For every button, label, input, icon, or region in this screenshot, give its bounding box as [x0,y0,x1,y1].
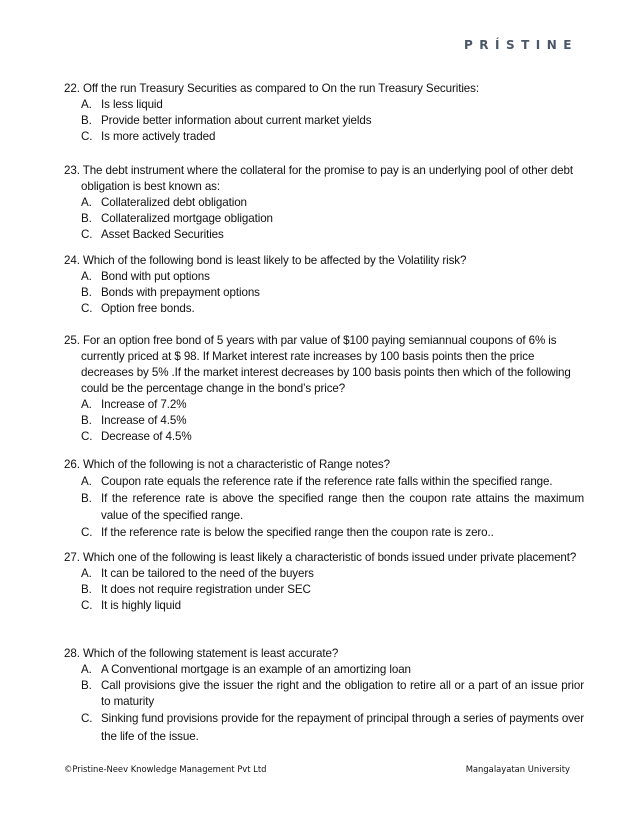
option-letter: A. [81,567,92,580]
option-c [81,227,584,243]
option-letter: A. [81,475,92,488]
option-a [81,397,584,413]
option-b [81,582,584,598]
option-letter: B. [81,286,92,299]
option-text: Is less liquid [101,98,163,111]
option-a [81,662,584,678]
question-stem: 22. Off the run Treasury Securities as compared to On the run Treasury Securities: [64,82,479,95]
option-b [81,211,584,227]
question-stem: 25. For an option free bond of 5 years with par value of $100 paying semiannual coupons of 6% is currently priced at $ 98. If Market interest rate increases by 100 basis points then the price decreases by 5% .If the market interest decreases by 100 basis points then which of the following could be the percentage change in the bond’s price? [64,334,571,395]
option-c [81,429,584,445]
question-27 [64,550,584,614]
option-letter: A. [81,398,92,411]
question-stem: 26. Which of the following is not a characteristic of Range notes? [64,458,390,471]
option-letter: B. [81,414,92,427]
option-b [81,678,584,710]
option-a [81,97,584,113]
question-stem: 28. Which of the following statement is least accurate? [64,647,339,660]
question-23 [64,163,584,243]
pristine-logo: PRÍSTINE [463,38,578,52]
option-text: Bond with put options [101,270,210,283]
option-b [81,285,584,301]
option-letter: A. [81,270,92,283]
option-letter: B. [81,492,92,505]
option-text: Asset Backed Securities [101,228,224,241]
option-c [81,598,584,614]
option-text: Is more actively traded [101,130,216,143]
option-text: If the reference rate is below the specified range then the coupon rate is zero.. [101,526,494,539]
option-text: If the reference rate is above the specified range then the coupon rate attains the maximum value of the specified range. [101,492,584,522]
option-letter: C. [81,599,93,612]
option-text: Increase of 4.5% [101,414,187,427]
question-22 [64,81,584,145]
option-text: Collateralized debt obligation [101,196,247,209]
option-c [81,710,584,746]
option-letter: C. [81,302,93,315]
option-a [81,566,584,582]
option-c [81,129,584,145]
option-b [81,113,584,129]
option-text: It is highly liquid [101,599,181,612]
question-26 [64,456,584,541]
option-b [81,413,584,429]
page-footer [64,764,570,774]
option-a [81,473,584,490]
question-stem: 23. The debt instrument where the collateral for the promise to pay is an underlying pool of other debt obligation is best known as: [64,164,573,193]
option-a [81,195,584,211]
option-text: Decrease of 4.5% [101,430,192,443]
question-28 [64,646,584,746]
option-letter: B. [81,114,92,127]
option-text: It can be tailored to the need of the buyers [101,567,314,580]
option-a [81,269,584,285]
option-text: Bonds with prepayment options [101,286,260,299]
option-letter: A. [81,196,92,209]
option-text: It does not require registration under SEC [101,583,311,596]
option-letter: C. [81,712,93,725]
option-text: Sinking fund provisions provide for the repayment of principal through a series of payments over the life of the issue. [101,712,584,743]
question-24 [64,253,584,317]
question-25 [64,333,584,445]
option-letter: A. [81,663,92,676]
option-text: Collateralized mortgage obligation [101,212,273,225]
option-c [81,524,584,541]
option-text: Provide better information about current market yields [101,114,372,127]
option-letter: C. [81,430,93,443]
option-letter: B. [81,679,92,692]
option-b [81,490,584,524]
option-letter: B. [81,212,92,225]
footer-university: Mangalayatan University [465,764,570,774]
option-text: Call provisions give the issuer the right and the obligation to retire all or a part of an issue prior to maturity [101,679,584,708]
option-text: Increase of 7.2% [101,398,187,411]
option-c [81,301,584,317]
option-letter: A. [81,98,92,111]
option-text: A Conventional mortgage is an example of an amortizing loan [101,663,411,676]
option-text: Option free bonds. [101,302,195,315]
footer-copyright: ©Pristine-Neev Knowledge Management Pvt Ltd [64,764,267,774]
option-letter: C. [81,130,93,143]
question-stem: 24. Which of the following bond is least likely to be affected by the Volatility risk? [64,254,467,267]
question-stem: 27. Which one of the following is least likely a characteristic of bonds issued under private placement? [64,551,577,564]
option-letter: C. [81,526,93,539]
option-letter: C. [81,228,93,241]
option-text: Coupon rate equals the reference rate if the reference rate falls within the specified range. [101,475,553,488]
option-letter: B. [81,583,92,596]
